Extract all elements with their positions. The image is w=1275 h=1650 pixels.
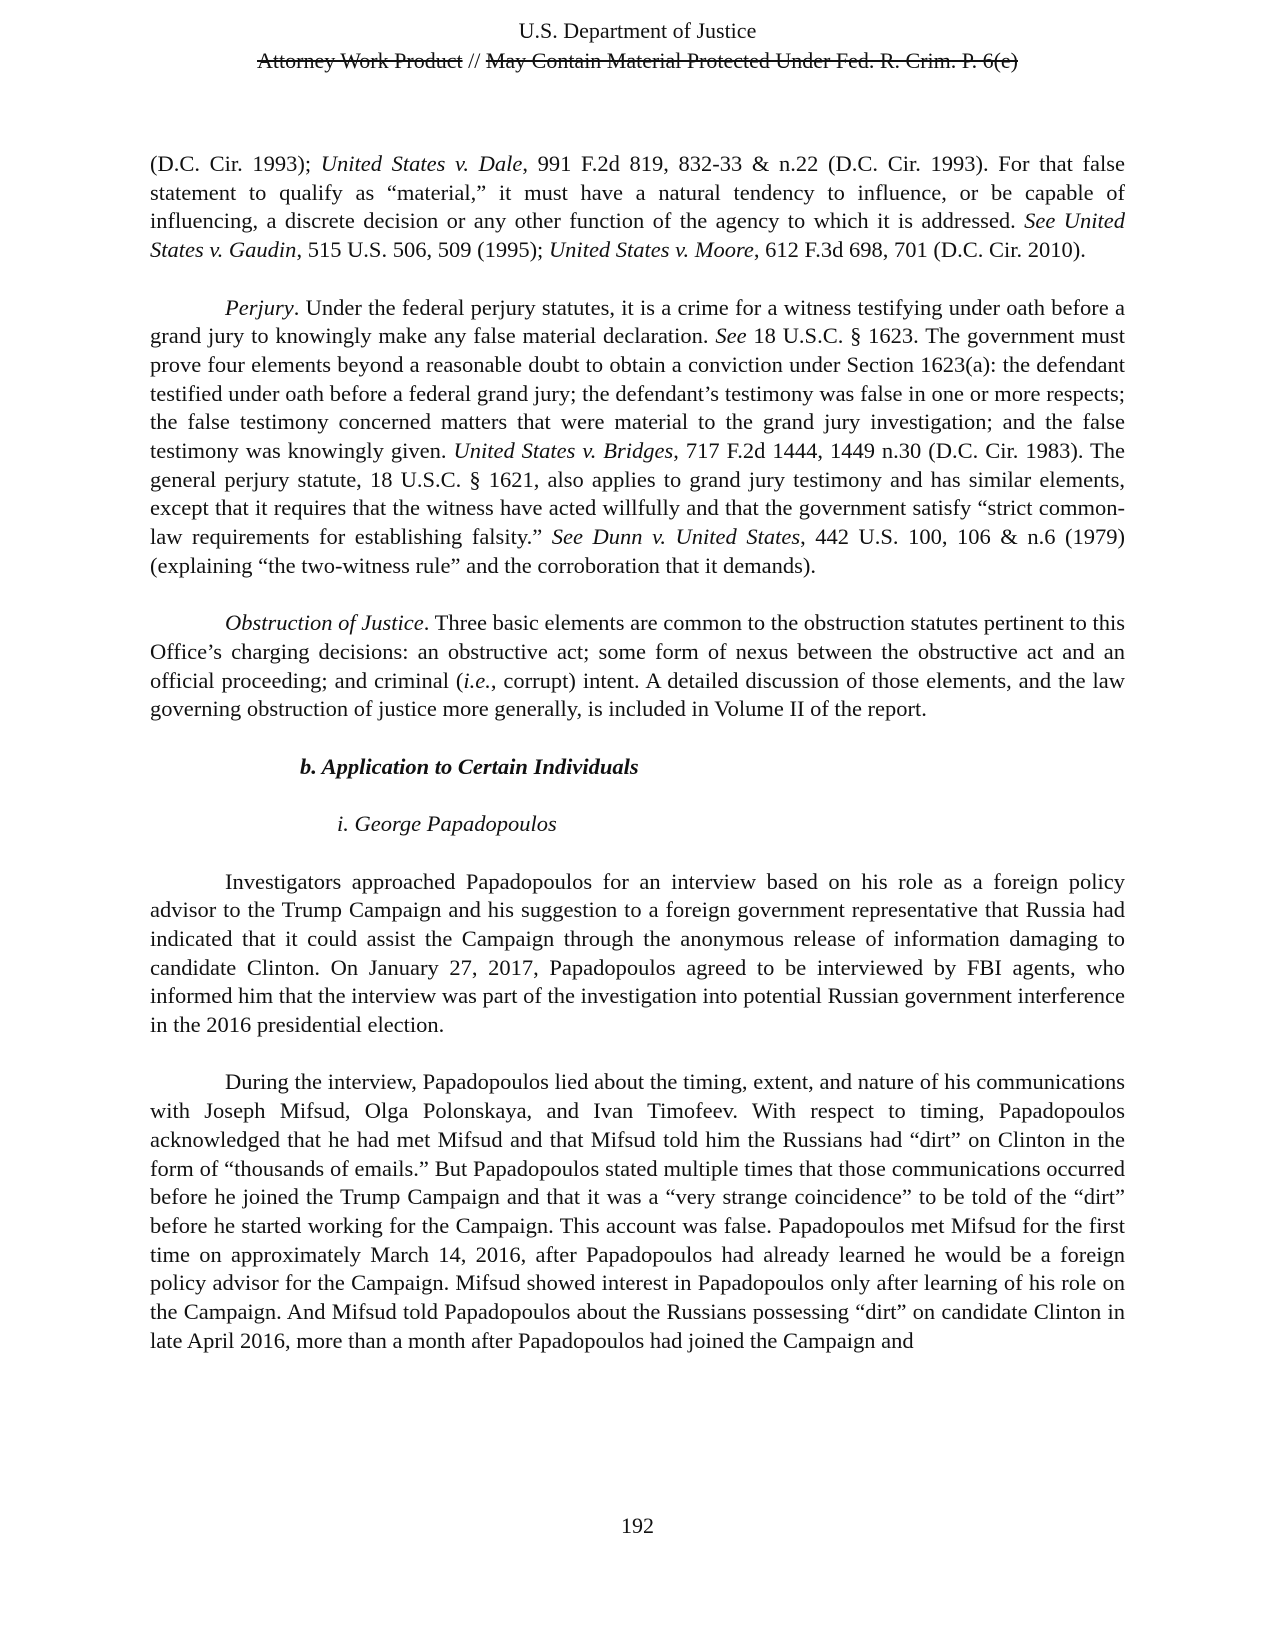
text-run: , 612 F.3d 698, 701 (D.C. Cir. 2010). [753,237,1086,263]
section-heading-i: i. George Papadopoulos [337,811,557,837]
text-run: , corrupt) intent. A detailed discussion of those elements, and the law governing obstruction of justice more generally, is included in Volume II of the report. [150,667,1125,722]
text-run: , 717 F.2d 1444, 1449 n.30 (D.C. Cir. 1983). The general perjury statute, 18 U.S.C. § 1621, also applies to grand jury testimony and has similar elements, except that it requires that the witness have acted willfully and that the government satisfy “strict common-law requirements for establishing falsity.” [150,438,1125,550]
text-run: , 515 U.S. 506, 509 (1995); [296,237,549,263]
paragraph-lead-term: Obstruction of Justice [225,610,424,636]
paragraph-lead-term: Perjury [225,294,294,320]
signal-see: See [715,323,747,349]
department-title: U.S. Department of Justice [518,18,757,43]
text-run: . Three basic elements are common to the obstruction statutes pertinent to this Office’s charging decisions: an obstructive act; some form of nexus between the obstructive act and an official proceeding; and criminal ( [150,610,1126,693]
case-citation: United States v. Dale [320,151,523,176]
paragraph-obstruction [150,609,1125,724]
text-run: 18 U.S.C. § 1623. The government must prove four elements beyond a reasonable doubt to obtain a conviction under Section 1623(a): the defendant testified under oath before a federal grand jury; the defendant’s testimony was false in one or more respects; the false testimony concerned matters that were material to the grand jury investigation; and the false testimony was knowingly given. [150,323,1125,464]
text-run: . Under the federal perjury statutes, it is a crime for a witness testifying under oath before a grand jury to knowingly make any false material declaration. [150,294,1125,349]
case-citation: United States v. Gaudin [150,208,1126,263]
case-citation: United States v. Bridges [453,438,674,464]
page-header [0,16,1275,76]
paragraph-interview-background: Investigators approached Papadopoulos for an interview based on his role as a foreign policy advisor to the Trump Campaign and his suggestion to a foreign government representative that Russia had indicated that it could assist the Campaign through the anonymous release of information damaging to candidate Clinton. On January 27, 2017, Papadopoulos agreed to be interviewed by FBI agents, who informed him that the interview was part of the investigation into potential Russian government interference in the 2016 presidential election. [150,868,1125,1038]
text-run: (D.C. Cir. 1993); [150,151,321,176]
document-marking [0,46,1275,76]
case-citation: See Dunn v. United States [551,524,801,550]
document-body [150,150,1125,1384]
text-run [1055,208,1063,233]
paragraph-perjury [150,294,1125,581]
text-run: , 991 F.2d 819, 832-33 & n.22 (D.C. Cir. 1993). For that false statement to qualify as “material,” it must have a natural tendency to influence, or be capable of influencing, a discrete decision or any other function of the agency to which it is addressed. [150,151,1125,234]
case-citation: United States v. Moore [548,237,754,263]
abbreviation-ie: i.e. [463,667,491,693]
paragraph-interview-lies: During the interview, Papadopoulos lied about the timing, extent, and nature of his communications with Joseph Mifsud, Olga Polonskaya, and Ivan Timofeev. With respect to timing, Papadopoulos acknowledged that he had met Mifsud and that Mifsud told him the Russians had “dirt” on Clinton in the form of “thousands of emails.” But Papadopoulos stated multiple times that those communications occurred before he joined the Trump Campaign and that it was a “very strange coincidence” to be told of the “dirt” before he started working for the Campaign. This account was false. Papadopoulos met Mifsud for the first time on approximately March 14, 2016, after Papadopoulos had already learned he would be a foreign policy advisor for the Campaign. Mifsud showed interest in Papadopoulos only after learning of his role on the Campaign. And Mifsud told Papadopoulos about the Russians possessing “dirt” on candidate Clinton in late April 2016, more than a month after Papadopoulos had joined the Campaign and [150,1069,1125,1353]
section-heading-b: b. Application to Certain Individuals [300,753,639,779]
grand-jury-marking: May Contain Material Protected Under Fed. R. Crim. P. 6(e) [485,48,1018,73]
signal-see: See [1024,208,1056,234]
marking-separator: // [462,48,486,73]
page-number: 192 [621,1513,654,1538]
text-run: , 442 U.S. 100, 106 & n.6 (1979) (explaining “the two-witness rule” and the corroboration that it demands). [150,524,1125,578]
paragraph-false-statements [150,150,1125,265]
work-product-marking: Attorney Work Product [257,48,463,73]
